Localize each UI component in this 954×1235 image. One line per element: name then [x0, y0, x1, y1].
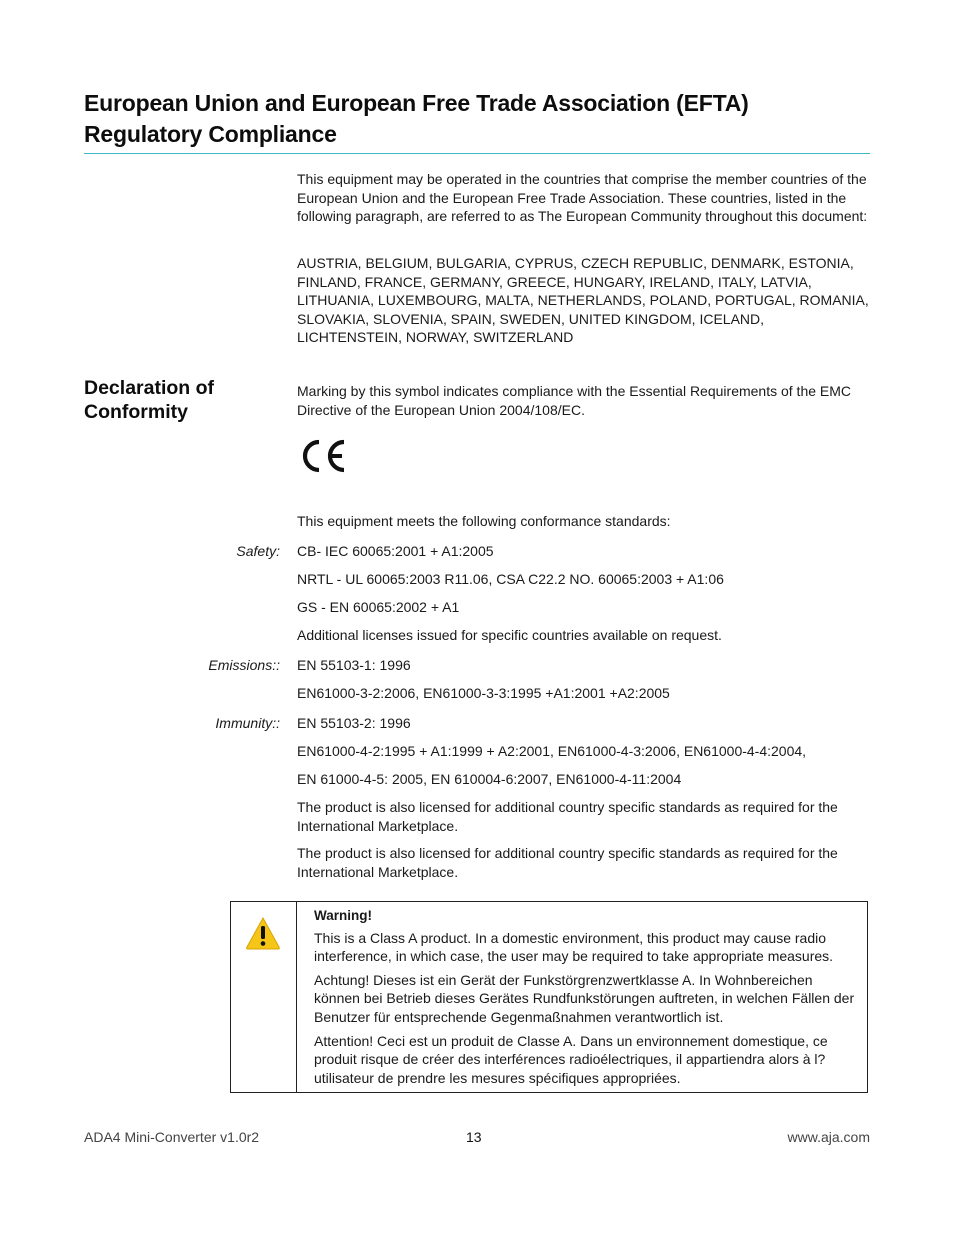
- title-divider: [84, 153, 870, 154]
- countries-list: AUSTRIA, BELGIUM, BULGARIA, CYPRUS, CZECH REPUBLIC, DENMARK, ESTONIA, FINLAND, FRANCE, GERMANY, GREECE, HUNGARY, IRELAND, ITALY, LATVIA, LITHUANIA, LUXEMBOURG, MALTA, NETHERLANDS, POLAND, PORTUGAL, ROMANIA, SLOVAKIA, SLOVENIA, SPAIN, SWEDEN, UNITED KINGDOM, ICELAND, LICHTENSTEIN, NORWAY, SWITZERLAND: [297, 255, 869, 346]
- additional-licenses-note: The product is also licensed for additional country specific standards as required for the International Marketplace.: [297, 799, 838, 834]
- page-title: [84, 88, 870, 150]
- emissions-label: Emissions::: [208, 657, 280, 673]
- warning-text-english: This is a Class A product. In a domestic environment, this product may cause radio interference, in which case, the user may be required to take appropriate measures.: [314, 930, 834, 965]
- safety-standard: Additional licenses issued for specific countries available on request.: [297, 627, 722, 643]
- warning-text-french: Attention! Ceci est un produit de Classe A. Dans un environnement domestique, ce produit risque de créer des interférences radioélectriques, il appartiendra alors à l?utilisateur de prendre les mesures spécifiques appropriées.: [314, 1033, 828, 1086]
- page-title-line-1: European Union and European Free Trade Association (EFTA): [84, 90, 749, 116]
- intro-paragraph: This equipment may be operated in the countries that comprise the member countries of the European Union and the European Free Trade Association. These countries, listed in the following paragraph, are referred to as The European Community throughout this document:: [297, 171, 868, 225]
- warning-box-divider: [296, 902, 297, 1092]
- safety-standard: GS - EN 60065:2002 + A1: [297, 599, 460, 615]
- warning-box: [230, 901, 868, 1093]
- footer-product-name: ADA4 Mini-Converter v1.0r2: [84, 1129, 260, 1145]
- footer-website-link[interactable]: www.aja.com: [787, 1129, 870, 1145]
- immunity-label: Immunity::: [215, 715, 280, 731]
- safety-standard: CB- IEC 60065:2001 + A1:2005: [297, 543, 494, 559]
- ce-marking-text: Marking by this symbol indicates compliance with the Essential Requirements of the EMC Directive of the European Union 2004/108/EC.: [297, 383, 852, 418]
- emissions-standard: EN61000-3-2:2006, EN61000-3-3:1995 +A1:2001 +A2:2005: [297, 685, 670, 701]
- safety-label: Safety:: [236, 543, 280, 559]
- section-heading-declaration: Declaration of Conformity: [84, 377, 215, 423]
- ce-mark-icon: [300, 436, 348, 481]
- footer-page-number: 13: [466, 1129, 482, 1145]
- warning-heading: Warning!: [314, 908, 372, 923]
- emissions-standard: EN 55103-1: 1996: [297, 657, 411, 673]
- additional-licenses-note: The product is also licensed for additional country specific standards as required for the International Marketplace.: [297, 845, 838, 880]
- immunity-standard: EN61000-4-2:1995 + A1:1999 + A2:2001, EN61000-4-3:2006, EN61000-4-4:2004,: [297, 743, 807, 759]
- page-title-line-2: Regulatory Compliance: [84, 121, 337, 147]
- standards-intro: This equipment meets the following conformance standards:: [297, 513, 671, 529]
- warning-text-german: Achtung! Dieses ist ein Gerät der Funkstörgrenzwertklasse A. In Wohnbereichen können bei Betrieb dieses Gerätes Rundfunkstörungen auftreten, in welchen Fällen der Benutzer für entsprechende Gegenmaßnahmen verantwortlich ist.: [314, 972, 855, 1025]
- warning-triangle-icon: [245, 916, 281, 955]
- immunity-standard: EN 55103-2: 1996: [297, 715, 411, 731]
- immunity-standard: EN 61000-4-5: 2005, EN 610004-6:2007, EN61000-4-11:2004: [297, 771, 682, 787]
- safety-standard: NRTL - UL 60065:2003 R11.06, CSA C22.2 NO. 60065:2003 + A1:06: [297, 571, 724, 587]
